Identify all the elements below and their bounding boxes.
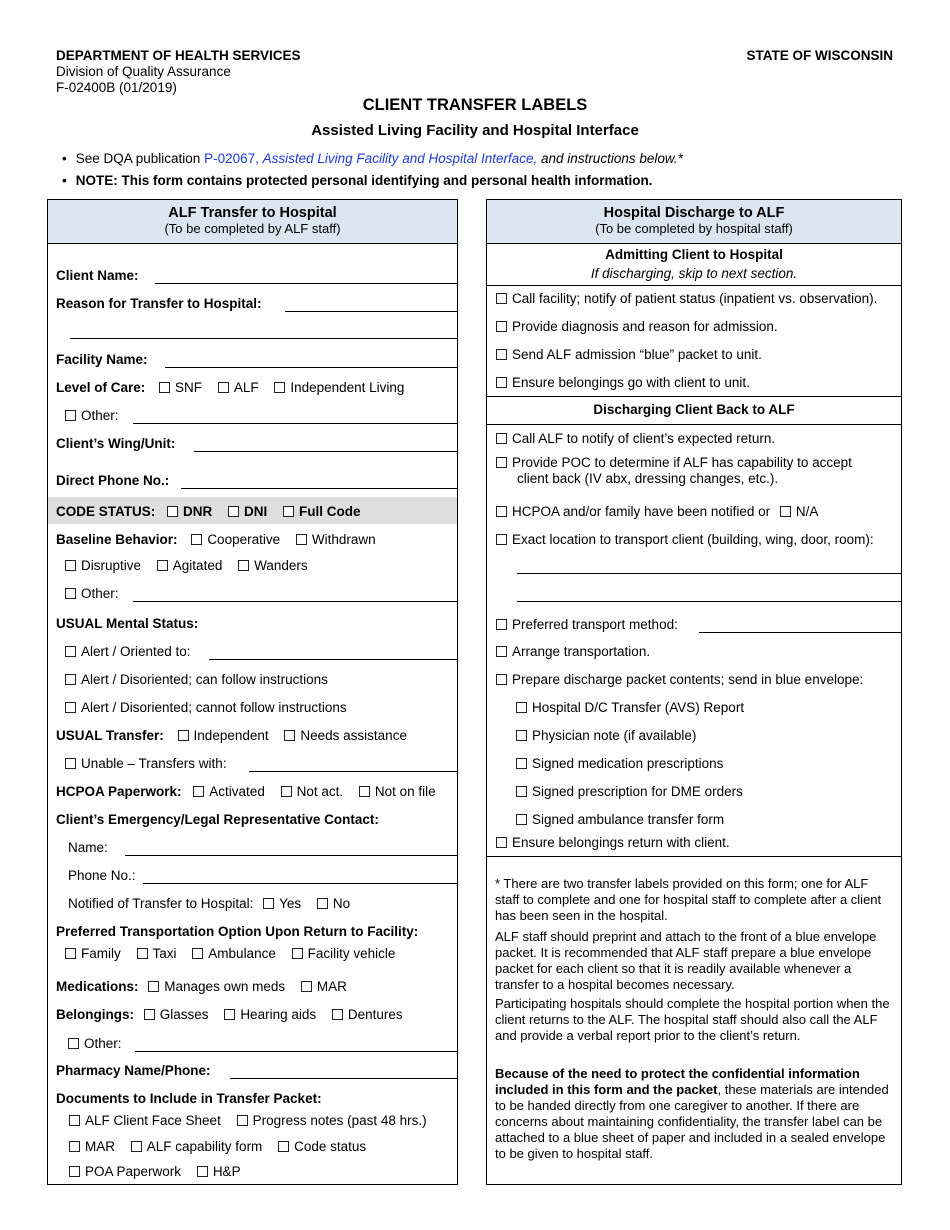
level-of-care-label: Level of Care:	[56, 380, 146, 395]
form-number: F-02400B (01/2019)	[56, 80, 177, 95]
discharge-3-label: HCPOA and/or family have been notified or	[512, 504, 771, 519]
unable-transfer-checkbox[interactable]	[65, 758, 76, 769]
emergency-contact-label: Client’s Emergency/Legal Representative Contact:	[56, 812, 379, 827]
not-activated-label: Not act.	[296, 784, 344, 799]
reason-label: Reason for Transfer to Hospital:	[56, 296, 262, 311]
discharge-item-4	[496, 532, 874, 547]
discharge-item-6	[496, 644, 650, 659]
usual-transfer-row	[56, 728, 407, 743]
transfers-with-field[interactable]	[249, 771, 457, 772]
admit-2-checkbox[interactable]	[496, 321, 507, 332]
publication-code-link[interactable]: P-02067	[204, 151, 256, 166]
discharge-7-checkbox[interactable]	[496, 674, 507, 685]
taxi-checkbox[interactable]	[137, 948, 148, 959]
alert-oriented-label: Alert / Oriented to:	[81, 644, 191, 659]
baseline-other-label: Other:	[81, 586, 119, 601]
client-name-field[interactable]	[155, 283, 457, 284]
packet-5-checkbox[interactable]	[516, 814, 527, 825]
dnr-checkbox[interactable]	[167, 506, 178, 517]
agitated-label: Agitated	[172, 558, 223, 573]
needs-assistance-label: Needs assistance	[300, 728, 407, 743]
dni-checkbox[interactable]	[228, 506, 239, 517]
packet-4-label: Signed prescription for DME orders	[532, 784, 743, 799]
documents-row-3	[69, 1164, 241, 1179]
admit-3-checkbox[interactable]	[496, 349, 507, 360]
alf-panel-header	[48, 200, 457, 244]
notified-row	[68, 896, 350, 911]
notes-divider	[487, 856, 901, 857]
belongings-label: Belongings:	[56, 1007, 134, 1022]
baseline-label: Baseline Behavior:	[56, 532, 178, 547]
activated-label: Activated	[209, 784, 265, 799]
location-field-1[interactable]	[517, 573, 901, 574]
discharge-section-title: Discharging Client Back to ALF	[593, 402, 795, 417]
withdrawn-label: Withdrawn	[311, 532, 376, 547]
admit-section-title: Admitting Client to Hospital	[605, 247, 783, 262]
packet-item-4	[516, 784, 743, 799]
notified-no-checkbox[interactable]	[317, 898, 328, 909]
bullet-publication-prefix: See DQA publication	[75, 151, 205, 166]
notified-label: Notified of Transfer to Hospital:	[68, 896, 254, 911]
code-status-label: CODE STATUS:	[56, 504, 156, 519]
wanders-label: Wanders	[254, 558, 308, 573]
admit-section-subtitle: If discharging, skip to next section.	[590, 266, 798, 281]
loc-other-field[interactable]	[133, 423, 457, 424]
packet-item-5	[516, 812, 724, 827]
not-activated-checkbox[interactable]	[281, 786, 292, 797]
division-name: Division of Quality Assurance	[56, 64, 231, 79]
alf-label: ALF	[233, 380, 259, 395]
discharge-item-3	[496, 504, 818, 519]
hospital-panel-title: Hospital Discharge to ALF	[603, 205, 785, 221]
phone-label: Direct Phone No.:	[56, 473, 170, 488]
pref-transport-options	[65, 946, 395, 961]
medications-row	[56, 979, 347, 994]
contact-phone-label: Phone No.:	[68, 868, 136, 883]
bullet-comma: ,	[255, 151, 263, 166]
not-on-file-checkbox[interactable]	[359, 786, 370, 797]
publication-title-link[interactable]: Assisted Living Facility and Hospital Interface,	[262, 151, 538, 166]
packet-1-label: Hospital D/C Transfer (AVS) Report	[532, 700, 745, 715]
disruptive-checkbox[interactable]	[65, 560, 76, 571]
bullet-note-text: NOTE: This form contains protected personal identifying and personal health information.	[75, 173, 653, 188]
ambulance-checkbox[interactable]	[192, 948, 203, 959]
dni-label: DNI	[244, 504, 268, 519]
admit-4-checkbox[interactable]	[496, 377, 507, 388]
instruction-note-4-bold: Because of the need to protect the confidential information included in this form and the packet	[495, 1066, 860, 1097]
level-of-care-row	[56, 380, 404, 395]
admit-2-label: Provide diagnosis and reason for admission.	[512, 319, 778, 334]
hp-checkbox[interactable]	[197, 1166, 208, 1177]
packet-2-label: Physician note (if available)	[532, 728, 697, 743]
doc-mar-label: MAR	[85, 1139, 115, 1154]
loc-other-row	[65, 408, 119, 423]
belongings-other-label: Other:	[84, 1036, 122, 1051]
discharge-2-checkbox[interactable]	[496, 457, 507, 468]
can-follow-label: Alert / Disoriented; can follow instructions	[81, 672, 328, 687]
state-name: STATE OF WISCONSIN	[746, 48, 893, 63]
capability-form-checkbox[interactable]	[131, 1141, 142, 1152]
unable-transfer-row	[65, 756, 227, 771]
contact-phone-field[interactable]	[143, 883, 457, 884]
agitated-checkbox[interactable]	[157, 560, 168, 571]
discharge-item-5	[496, 617, 678, 632]
can-follow-row	[65, 672, 328, 687]
transport-method-field[interactable]	[699, 632, 901, 633]
progress-notes-label: Progress notes (past 48 hrs.)	[252, 1113, 427, 1128]
packet-item-1	[516, 700, 744, 715]
mar-meds-label: MAR	[316, 979, 347, 994]
discharge-item-7	[496, 672, 863, 687]
unable-transfer-label: Unable – Transfers with:	[81, 756, 227, 771]
packet-item-2	[516, 728, 696, 743]
baseline-other-field[interactable]	[133, 601, 457, 602]
baseline-other-checkbox[interactable]	[65, 588, 76, 599]
discharge-5-label: Preferred transport method:	[512, 617, 678, 632]
wing-field[interactable]	[194, 451, 457, 452]
mar-meds-checkbox[interactable]	[301, 981, 312, 992]
packet-5-label: Signed ambulance transfer form	[532, 812, 725, 827]
instruction-note-3: Participating hospitals should complete the hospital portion when the client returns to the ALF. The hospital staff should also call the ALF and provide a verbal report prior to the client’s return.	[495, 996, 890, 1043]
admit-1-label: Call facility; notify of patient status (inpatient vs. observation).	[512, 291, 878, 306]
code-status-row	[56, 504, 361, 519]
packet-item-3	[516, 756, 723, 771]
ambulance-label: Ambulance	[208, 946, 276, 961]
bullet-note: • NOTE: This form contains protected personal identifying and personal health information.	[62, 173, 653, 188]
packet-3-label: Signed medication prescriptions	[532, 756, 724, 771]
activated-checkbox[interactable]	[193, 786, 204, 797]
doc-mar-checkbox[interactable]	[69, 1141, 80, 1152]
instruction-note-2: ALF staff should preprint and attach to the front of a blue envelope packet. It is recommended that ALF staff prepare a blue envelope packet for each client so that it is readily available whenever a transfer to a hospital becomes necessary.	[495, 929, 877, 992]
discharge-1-checkbox[interactable]	[496, 433, 507, 444]
documents-row-2	[69, 1139, 366, 1154]
admit-item-3	[496, 347, 762, 362]
snf-label: SNF	[175, 380, 203, 395]
belongings-other-field[interactable]	[135, 1051, 457, 1052]
hospital-discharge-panel	[486, 199, 902, 1185]
hcpoa-row	[56, 784, 436, 799]
discharge-4-label: Exact location to transport client (building, wing, door, room):	[512, 532, 874, 547]
page-title: CLIENT TRANSFER LABELS	[362, 96, 588, 114]
contact-name-field[interactable]	[125, 855, 457, 856]
alf-panel-title: ALF Transfer to Hospital	[168, 205, 337, 221]
hospital-panel-subtitle: (To be completed by hospital staff)	[595, 221, 793, 236]
facility-name-field[interactable]	[165, 367, 457, 368]
admit-divider	[487, 285, 901, 286]
pharmacy-field[interactable]	[230, 1078, 457, 1079]
hearing-aids-checkbox[interactable]	[224, 1009, 235, 1020]
full-code-checkbox[interactable]	[283, 506, 294, 517]
medications-label: Medications:	[56, 979, 139, 994]
packet-1-checkbox[interactable]	[516, 702, 527, 713]
transfer-independent-label: Independent	[193, 728, 269, 743]
admit-1-checkbox[interactable]	[496, 293, 507, 304]
independent-living-checkbox[interactable]	[274, 382, 285, 393]
discharge-4-checkbox[interactable]	[496, 534, 507, 545]
reason-field-2[interactable]	[70, 338, 457, 339]
family-label: Family	[81, 946, 121, 961]
discharge-2-label: Provide POC to determine if ALF has capability to accept	[512, 455, 852, 470]
transfer-independent-checkbox[interactable]	[178, 730, 189, 741]
pref-transport-label: Preferred Transportation Option Upon Return to Facility:	[56, 924, 419, 939]
usual-transfer-label: USUAL Transfer:	[56, 728, 164, 743]
poa-paperwork-checkbox[interactable]	[69, 1166, 80, 1177]
facility-name-label: Facility Name:	[56, 352, 148, 367]
baseline-row-2	[65, 558, 308, 573]
belongings-other-row	[68, 1036, 122, 1051]
instruction-note-4-rest: , these materials are intended to be handed directly from one caregiver to another. If there are concerns about maintaining confidentiality, the transfer label can be attached to a blue sheet of paper and included in a sealed envelope to be given to hospital staff.	[495, 1082, 889, 1161]
loc-other-checkbox[interactable]	[65, 410, 76, 421]
alf-transfer-panel	[47, 199, 458, 1185]
capability-form-label: ALF capability form	[146, 1139, 263, 1154]
dentures-label: Dentures	[347, 1007, 403, 1022]
baseline-row	[56, 532, 376, 547]
belongings-other-checkbox[interactable]	[68, 1038, 79, 1049]
cannot-follow-label: Alert / Disoriented; cannot follow instructions	[81, 700, 347, 715]
discharge-7-label: Prepare discharge packet contents; send in blue envelope:	[512, 672, 864, 687]
alf-checkbox[interactable]	[218, 382, 229, 393]
hospital-panel-header	[487, 200, 901, 244]
notified-yes-label: Yes	[279, 896, 302, 911]
discharge-8-checkbox[interactable]	[496, 837, 507, 848]
hearing-aids-label: Hearing aids	[240, 1007, 317, 1022]
client-name-label: Client Name:	[56, 268, 139, 283]
dentures-checkbox[interactable]	[332, 1009, 343, 1020]
bullet-publication-suffix: and instructions below.*	[537, 151, 683, 166]
needs-assistance-checkbox[interactable]	[284, 730, 295, 741]
code-status-doc-label: Code status	[294, 1139, 367, 1154]
discharge-1-label: Call ALF to notify of client’s expected return.	[512, 431, 776, 446]
alf-panel-subtitle: (To be completed by ALF staff)	[164, 221, 341, 236]
discharge-item-2	[496, 455, 852, 470]
pharmacy-label: Pharmacy Name/Phone:	[56, 1063, 211, 1078]
admit-4-label: Ensure belongings go with client to unit.	[512, 375, 750, 390]
independent-living-label: Independent Living	[290, 380, 405, 395]
face-sheet-checkbox[interactable]	[69, 1115, 80, 1126]
discharge-5-checkbox[interactable]	[496, 619, 507, 630]
cooperative-label: Cooperative	[207, 532, 281, 547]
cannot-follow-checkbox[interactable]	[65, 702, 76, 713]
discharge-8-label: Ensure belongings return with client.	[512, 835, 730, 850]
glasses-label: Glasses	[159, 1007, 209, 1022]
code-status-doc-checkbox[interactable]	[278, 1141, 289, 1152]
instruction-note-1: * There are two transfer labels provided on this form; one for ALF staff to complete and one for hospital staff to complete after a client has been seen in the hospital.	[495, 876, 882, 923]
mental-status-label: USUAL Mental Status:	[56, 616, 199, 631]
progress-notes-checkbox[interactable]	[237, 1115, 248, 1126]
dnr-label: DNR	[183, 504, 213, 519]
discharge-item-8	[496, 835, 730, 850]
alert-oriented-field[interactable]	[209, 659, 457, 660]
phone-field[interactable]	[181, 488, 457, 489]
bullet-publication: • See DQA publication P-02067, Assisted Living Facility and Hospital Interface, and instructions below.*	[62, 151, 683, 166]
admit-item-4	[496, 375, 750, 390]
alert-oriented-row	[65, 644, 191, 659]
glasses-checkbox[interactable]	[144, 1009, 155, 1020]
reason-field-1[interactable]	[285, 311, 457, 312]
own-meds-checkbox[interactable]	[148, 981, 159, 992]
baseline-other-row	[65, 586, 119, 601]
hp-label: H&P	[212, 1164, 241, 1179]
discharge-3-checkbox[interactable]	[496, 506, 507, 517]
withdrawn-checkbox[interactable]	[296, 534, 307, 545]
discharge-top-divider	[487, 396, 901, 397]
loc-other-label: Other:	[81, 408, 119, 423]
contact-name-label: Name:	[68, 840, 108, 855]
discharge-2-continuation: client back (IV abx, dressing changes, etc.).	[517, 471, 779, 486]
department-name: DEPARTMENT OF HEALTH SERVICES	[56, 48, 301, 63]
cannot-follow-row	[65, 700, 347, 715]
packet-4-checkbox[interactable]	[516, 786, 527, 797]
admit-item-1	[496, 291, 877, 306]
na-label: N/A	[795, 504, 819, 519]
documents-row-1	[69, 1113, 427, 1128]
own-meds-label: Manages own meds	[164, 979, 286, 994]
instruction-note-4	[495, 1066, 895, 1162]
discharge-6-label: Arrange transportation.	[512, 644, 651, 659]
packet-3-checkbox[interactable]	[516, 758, 527, 769]
family-checkbox[interactable]	[65, 948, 76, 959]
page-subtitle: Assisted Living Facility and Hospital Interface	[311, 122, 639, 139]
discharge-item-1	[496, 431, 775, 446]
discharge-6-checkbox[interactable]	[496, 646, 507, 657]
admit-3-label: Send ALF admission “blue” packet to unit.	[512, 347, 762, 362]
belongings-row	[56, 1007, 403, 1022]
wanders-checkbox[interactable]	[238, 560, 249, 571]
face-sheet-label: ALF Client Face Sheet	[85, 1113, 221, 1128]
discharge-divider	[487, 424, 901, 425]
cooperative-checkbox[interactable]	[191, 534, 202, 545]
notified-no-label: No	[332, 896, 351, 911]
full-code-label: Full Code	[299, 504, 361, 519]
poa-paperwork-label: POA Paperwork	[85, 1164, 182, 1179]
packet-2-checkbox[interactable]	[516, 730, 527, 741]
disruptive-label: Disruptive	[81, 558, 142, 573]
wing-label: Client’s Wing/Unit:	[56, 436, 176, 451]
can-follow-checkbox[interactable]	[65, 674, 76, 685]
admit-item-2	[496, 319, 778, 334]
notified-yes-checkbox[interactable]	[263, 898, 274, 909]
na-checkbox[interactable]	[780, 506, 791, 517]
facility-vehicle-checkbox[interactable]	[292, 948, 303, 959]
not-on-file-label: Not on file	[374, 784, 436, 799]
facility-vehicle-label: Facility vehicle	[307, 946, 396, 961]
snf-checkbox[interactable]	[159, 382, 170, 393]
location-field-2[interactable]	[517, 601, 901, 602]
documents-label: Documents to Include in Transfer Packet:	[56, 1091, 322, 1106]
alert-oriented-checkbox[interactable]	[65, 646, 76, 657]
hcpoa-label: HCPOA Paperwork:	[56, 784, 182, 799]
taxi-label: Taxi	[152, 946, 177, 961]
